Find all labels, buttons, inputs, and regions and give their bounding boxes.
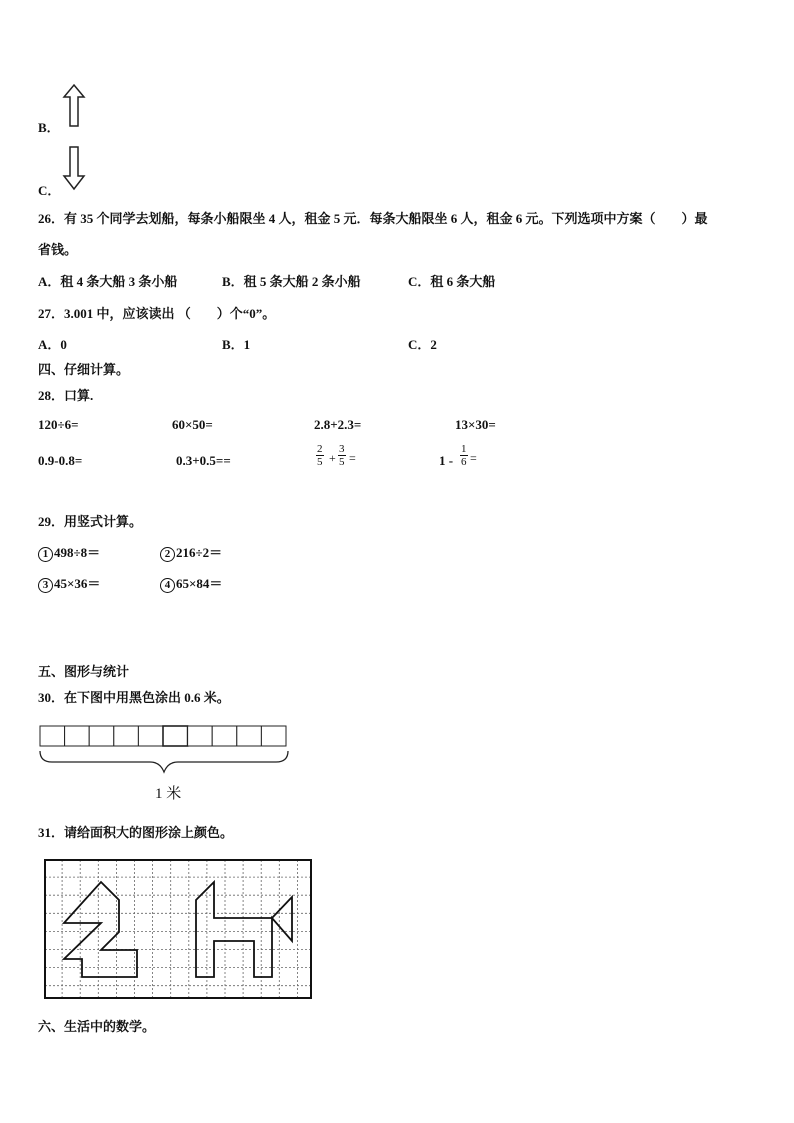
q30-length-label: 1 米 — [155, 786, 182, 802]
strip-cell — [40, 726, 65, 746]
circled-number: 1 — [38, 547, 53, 562]
q27-option-c: C．2 — [408, 337, 437, 352]
q31-title: 31．请给面积大的图形涂上颜色。 — [38, 825, 234, 840]
strip-cell — [163, 726, 188, 746]
section-5-heading: 五、图形与统计 — [38, 664, 130, 679]
q27-option-b: B．1 — [222, 337, 251, 352]
q29-item-3: 3 45×36＝ — [38, 573, 100, 593]
q28-fraction-b: $\frac{3}{5}$ — [339, 443, 345, 468]
section-4-heading: 四、仔细计算。 — [38, 362, 130, 377]
q26-option-b: B．租 5 条大船 2 条小船 — [222, 274, 361, 289]
q28-item: 120÷6= — [38, 417, 79, 432]
circled-number: 3 — [38, 578, 53, 593]
circled-number: 4 — [160, 578, 175, 593]
q26-option-c: C．租 6 条大船 — [408, 274, 496, 289]
q28-plus-sign: + — [329, 451, 336, 465]
q26-text-line1: 26．有 35 个同学去划船，每条小船限坐 4 人，租金 5 元．每条大船限坐 6 人，租金 6 元。下列选项中方案（ ）最 — [38, 211, 708, 226]
right-figure-outline — [196, 882, 292, 977]
q28-fraction-a: $\frac{2}{5}$ — [317, 443, 323, 468]
strip-cell — [188, 726, 213, 746]
option-c-label: C． — [38, 183, 61, 198]
option-b-label: B． — [38, 120, 60, 135]
q28-item: 60×50= — [172, 417, 213, 432]
q29-item-1: 1 498÷8＝ — [38, 542, 100, 562]
strip-cell — [261, 726, 286, 746]
q26-text-line2: 省钱。 — [38, 242, 78, 257]
strip-cell — [89, 726, 114, 746]
q28-item: 2.8+2.3= — [314, 417, 362, 432]
q27-text: 27．3.001 中，应该读出 （ ）个“0”。 — [38, 306, 276, 321]
q28-fraction-c: $\frac{1}{6}$ — [461, 443, 467, 468]
q29-item-2: 2 216÷2＝ — [160, 542, 222, 562]
q28-one-minus: 1 - — [439, 453, 454, 468]
q28-title: 28．口算. — [38, 388, 94, 403]
strip-cell — [114, 726, 139, 746]
circled-number: 2 — [160, 547, 175, 562]
q30-title: 30．在下图中用黑色涂出 0.6 米。 — [38, 690, 230, 705]
left-figure-outline — [64, 882, 137, 977]
q28-item: 13×30= — [455, 417, 496, 432]
meter-strip-diagram — [38, 724, 292, 774]
q28-equals-sign: = — [349, 451, 356, 465]
strip-cell — [237, 726, 262, 746]
strip-cell — [138, 726, 163, 746]
q28-item: 0.3+0.5== — [176, 453, 231, 468]
down-arrow-outline-icon — [62, 146, 86, 190]
q27-option-a: A．0 — [38, 337, 67, 352]
q29-title: 29．用竖式计算。 — [38, 514, 143, 529]
q29-item-4: 4 65×84＝ — [160, 573, 222, 593]
q28-equals-sign: = — [470, 451, 477, 465]
q26-option-a: A．租 4 条大船 3 条小船 — [38, 274, 178, 289]
section-6-heading: 六、生活中的数学。 — [38, 1019, 156, 1034]
strip-cell — [65, 726, 90, 746]
q28-item: 0.9-0.8= — [38, 453, 83, 468]
strip-cell — [212, 726, 237, 746]
area-comparison-grid — [44, 859, 314, 1001]
up-arrow-outline-icon — [62, 84, 86, 128]
